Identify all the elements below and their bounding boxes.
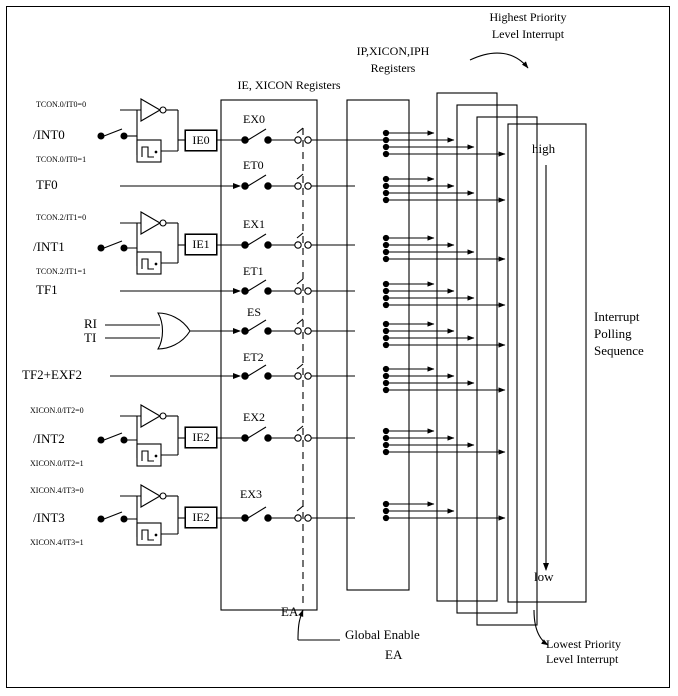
header-ip-xicon-iph-line1: IP,XICON,IPH [356,44,430,58]
label-polling-line2: Polling [594,326,632,341]
label-priority-high: high [532,141,556,156]
header-ie-xicon: IE, XICON Registers [237,78,341,92]
label-signal-ri: RI [84,316,97,331]
enable-et0: ET0 [243,158,264,172]
label-lowest-priority-line1: Lowest Priority [546,637,621,651]
flag-ie2-int2: IE2 [185,427,217,448]
label-signal-int0: /INT0 [33,127,65,142]
flag-ie0: IE0 [185,130,217,151]
label-signal-int2: /INT2 [33,431,65,446]
label-signal-tf1: TF1 [36,282,58,297]
label-polling-line1: Interrupt [594,309,640,324]
label-signal-ti: TI [84,330,97,345]
header-ip-xicon-iph-line2: Registers [370,61,416,75]
enable-ex2: EX2 [243,410,265,424]
label-signal-tf2-exf2: TF2+EXF2 [22,367,83,382]
label-cond-it3-low: XICON.4/IT3=1 [30,538,84,547]
label-signal-int3: /INT3 [33,510,65,525]
enable-et1: ET1 [243,264,264,278]
label-polling-line3: Sequence [594,343,644,358]
label-global-enable-ea: EA [385,647,403,662]
flag-ie1: IE1 [185,234,217,255]
label-cond-it1-high: TCON.2/IT1=0 [36,213,87,222]
label-cond-it1-low: TCON.2/IT1=1 [36,267,87,276]
enable-et2: ET2 [243,350,264,364]
label-cond-it0-high: TCON.0/IT0=0 [36,100,87,109]
enable-ex1: EX1 [243,217,265,231]
label-cond-it3-high: XICON.4/IT3=0 [30,486,84,495]
label-cond-it2-high: XICON.0/IT2=0 [30,406,84,415]
enable-es: ES [247,305,262,319]
label-signal-tf0: TF0 [36,177,58,192]
header-highest-priority-line1: Highest Priority [489,10,567,24]
enable-ex0: EX0 [243,112,265,126]
header-highest-priority-line2: Level Interrupt [491,27,565,41]
enable-ex3: EX3 [240,487,262,501]
label-global-enable: Global Enable [345,627,420,642]
label-priority-low: low [534,569,554,584]
label-ea: EA [281,604,299,619]
label-lowest-priority-line2: Level Interrupt [546,652,619,666]
label-cond-it2-low: XICON.0/IT2=1 [30,459,84,468]
label-cond-it0-low: TCON.0/IT0=1 [36,155,87,164]
label-signal-int1: /INT1 [33,239,65,254]
flag-ie2-int3: IE2 [185,507,217,528]
